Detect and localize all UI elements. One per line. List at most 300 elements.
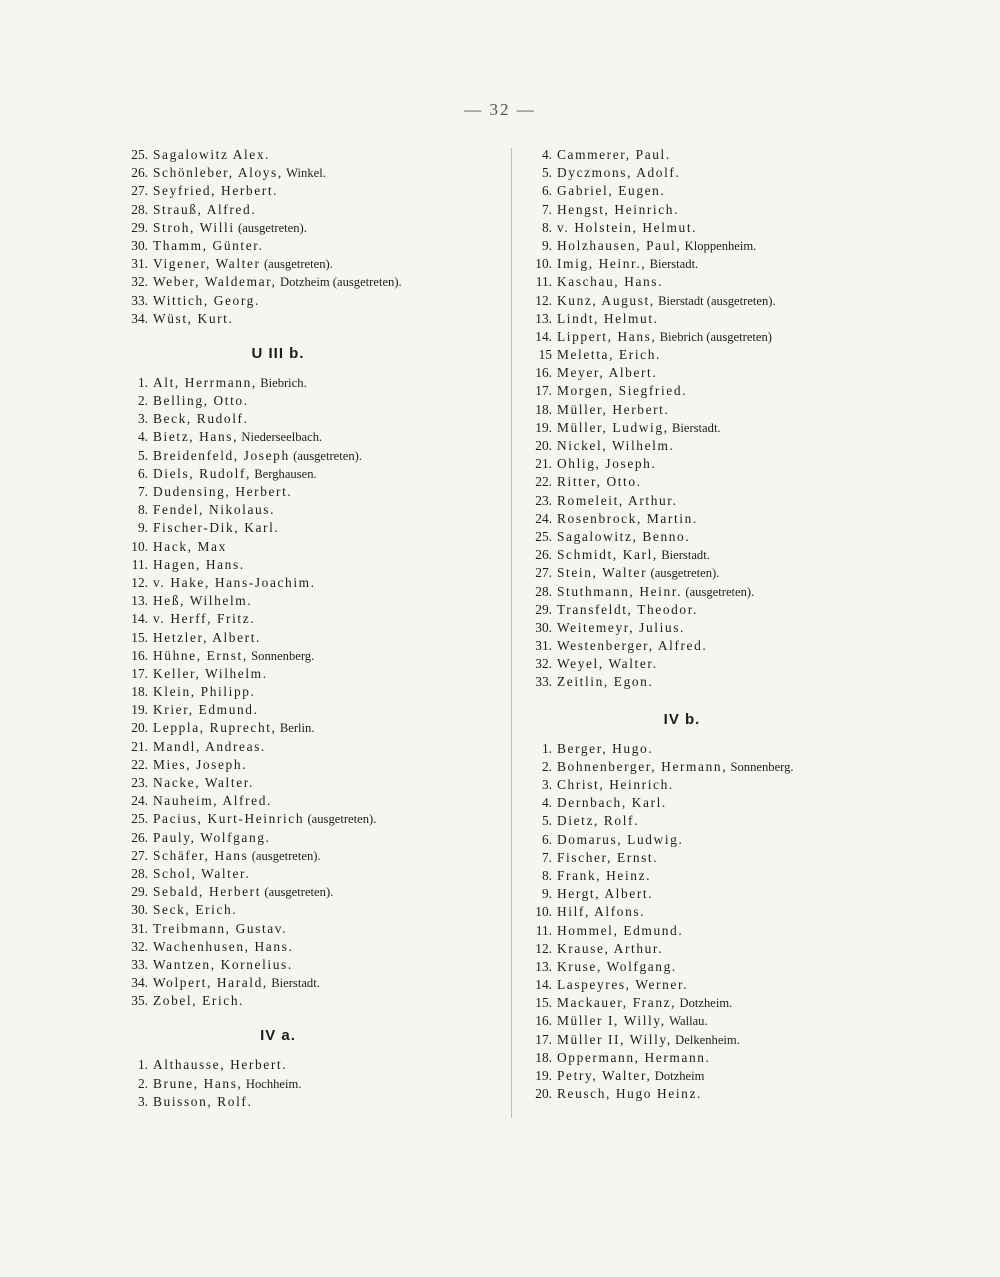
entry-number: 11. (535, 922, 552, 938)
list-item (108, 665, 503, 683)
entry-name: Frank, Heinz. (557, 867, 652, 883)
entry-number: 10. (535, 256, 552, 272)
entry-number: 11. (535, 274, 552, 290)
list-item (512, 673, 892, 691)
list-item (108, 1093, 503, 1111)
list-item (108, 410, 503, 428)
entry-name: Brune, Hans, (153, 1075, 243, 1091)
entry-number: 16. (131, 647, 148, 663)
entry-number: 14. (131, 611, 148, 627)
list-item (512, 994, 892, 1012)
list-item (512, 564, 892, 582)
entry-name: Domarus, Ludwig. (557, 831, 684, 847)
list-item (512, 1012, 892, 1030)
entry-name: Imig, Heinr., (557, 256, 647, 272)
list-item (512, 583, 892, 601)
entry-name: Bietz, Hans, (153, 429, 239, 445)
entry-number: 4. (541, 147, 552, 162)
entry-name: Weitemeyr, Julius. (557, 619, 685, 635)
list-item (108, 992, 503, 1010)
right-column (512, 146, 892, 1103)
entry-number: 22. (535, 474, 552, 490)
entry-number: 12. (535, 940, 552, 956)
entry-number: 32. (131, 938, 148, 954)
entry-name: Laspeyres, Werner. (557, 977, 689, 993)
entry-name: Bohnenberger, Hermann, (557, 758, 728, 774)
entry-name: Rosenbrock, Martin. (557, 510, 698, 526)
entry-number: 28. (131, 201, 148, 217)
entry-number: 19. (131, 702, 148, 718)
list-item (512, 958, 892, 976)
list-item (512, 1049, 892, 1067)
entry-name: Wüst, Kurt. (153, 310, 234, 326)
list-item (108, 592, 503, 610)
entry-name: Stroh, Willi (153, 219, 235, 235)
list-item (512, 528, 892, 546)
entry-number: 9. (541, 886, 552, 902)
list-iv-a-continued (512, 146, 892, 692)
entry-name: Mackauer, Franz, (557, 995, 677, 1011)
entry-number: 10. (131, 538, 148, 554)
heading-iv-b: IV b. (663, 710, 701, 728)
list-item (512, 328, 892, 346)
entry-note: (ausgetreten). (650, 566, 720, 581)
list-item (108, 974, 503, 992)
entry-name: Mies, Joseph. (153, 756, 248, 772)
list-item (108, 901, 503, 919)
list-item (108, 447, 503, 465)
list-item (512, 1067, 892, 1085)
entry-number: 2. (541, 758, 552, 774)
entry-number: 17. (131, 665, 148, 681)
list-item (512, 146, 892, 164)
list-iv-a (108, 1056, 503, 1111)
entry-name: Hilf, Alfons. (557, 904, 646, 920)
entry-note: (ausgetreten). (251, 848, 321, 863)
entry-name: Oppermann, Hermann. (557, 1049, 711, 1065)
list-item (108, 938, 503, 956)
entry-number: 19. (535, 1068, 552, 1083)
entry-name: Sagalowitz Alex. (153, 147, 271, 162)
entry-note: (ausgetreten). (238, 220, 307, 235)
list-item (512, 940, 892, 958)
list-item (512, 1085, 892, 1103)
entry-number: 7. (541, 201, 552, 217)
entry-name: Kruse, Wolfgang. (557, 958, 677, 974)
entry-name: Alt, Herrmann, (153, 374, 257, 390)
entry-name: Klein, Philipp. (153, 684, 256, 700)
list-item (108, 538, 503, 556)
entry-number: 4. (137, 429, 148, 445)
entry-name: Müller II, Willy, (557, 1031, 672, 1047)
entry-note: Bierstadt. (649, 257, 699, 272)
entry-number: 17. (535, 1031, 552, 1047)
entry-name: Romeleit, Arthur. (557, 492, 678, 508)
entry-note: (ausgetreten). (263, 257, 333, 272)
list-item (512, 510, 892, 528)
entry-number: 20. (535, 438, 552, 453)
list-item (512, 437, 892, 455)
entry-name: Schäfer, Hans (153, 847, 249, 863)
list-item (108, 201, 503, 219)
list-item (108, 146, 503, 164)
entry-note: Biebrich (ausgetreten) (659, 329, 772, 344)
list-item (108, 310, 503, 328)
entry-name: Schmidt, Karl, (557, 547, 658, 563)
entry-name: Hergt, Albert. (557, 886, 654, 902)
entry-number: 15 (538, 347, 552, 363)
list-item (512, 601, 892, 619)
entry-name: Dyczmons, Adolf. (557, 165, 681, 181)
entry-name: Thamm, Günter. (153, 237, 264, 253)
list-item (108, 701, 503, 719)
list-item (512, 346, 892, 364)
entry-name: Fischer-Dik, Karl. (153, 520, 280, 536)
entry-name: Dietz, Rolf. (557, 813, 640, 829)
entry-note: (ausgetreten). (685, 584, 755, 599)
list-item (108, 374, 503, 392)
list-item (108, 738, 503, 756)
entry-number: 16. (535, 1013, 552, 1029)
entry-name: Kunz, August, (557, 292, 655, 308)
entry-name: Fischer, Ernst. (557, 849, 659, 865)
entry-number: 24. (535, 510, 552, 526)
left-column (108, 146, 503, 1111)
list-item (512, 255, 892, 273)
entry-name: Westenberger, Alfred. (557, 638, 708, 654)
entry-name: Meyer, Albert. (557, 365, 658, 381)
list-item (512, 776, 892, 794)
list-item (108, 465, 503, 483)
list-item (108, 1056, 503, 1074)
entry-name: Vigener, Walter (153, 256, 261, 272)
list-item (512, 885, 892, 903)
entry-name: Nickel, Wilhelm. (557, 438, 675, 453)
entry-number: 13. (131, 593, 148, 609)
entry-number: 25. (535, 528, 552, 544)
list-item (512, 637, 892, 655)
list-item (512, 831, 892, 849)
entry-name: Müller, Ludwig, (557, 419, 669, 435)
entry-name: Krier, Edmund. (153, 702, 259, 718)
entry-number: 31. (535, 638, 552, 654)
list-item (108, 182, 503, 200)
entry-name: Nacke, Walter. (153, 775, 255, 790)
entry-name: Wantzen, Kornelius. (153, 956, 293, 972)
list-item (512, 273, 892, 291)
entry-number: 12. (131, 574, 148, 590)
entry-name: Weber, Waldemar, (153, 274, 277, 290)
entry-name: Hühne, Ernst, (153, 647, 248, 663)
entry-number: 14. (535, 977, 552, 993)
list-item (512, 237, 892, 255)
entry-number: 10. (535, 904, 552, 920)
entry-name: Dudensing, Herbert. (153, 484, 293, 499)
entry-name: Sagalowitz, Benno. (557, 528, 691, 544)
entry-note: Sonnenberg. (730, 759, 794, 774)
entry-number: 18. (131, 684, 148, 700)
entry-number: 3. (137, 411, 148, 427)
entry-name: Hommel, Edmund. (557, 922, 684, 938)
entry-name: Schol, Walter. (153, 865, 251, 881)
entry-number: 34. (131, 310, 148, 326)
list-item (512, 619, 892, 637)
entry-number: 3. (137, 1093, 148, 1109)
list-item (512, 758, 892, 776)
entry-number: 8. (137, 502, 148, 518)
entry-number: 25. (131, 811, 148, 827)
entry-number: 23. (131, 775, 148, 790)
entry-name: Ohlig, Joseph. (557, 456, 657, 472)
entry-number: 15. (535, 995, 552, 1011)
entry-note: Dotzheim. (679, 996, 733, 1011)
entry-number: 27. (131, 847, 148, 863)
entry-number: 23. (535, 492, 552, 508)
entry-name: Althausse, Herbert. (153, 1057, 288, 1073)
list-item (512, 473, 892, 491)
entry-name: Nauheim, Alfred. (153, 793, 272, 809)
entry-number: 29. (131, 219, 148, 235)
entry-name: Seyfried, Herbert. (153, 183, 279, 199)
list-item (108, 920, 503, 938)
entry-number: 1. (137, 1057, 148, 1073)
list-item (108, 865, 503, 883)
entry-name: Holzhausen, Paul, (557, 237, 682, 253)
entry-name: Transfeldt, Theodor. (557, 601, 698, 617)
entry-number: 2. (137, 1075, 148, 1091)
entry-number: 20. (131, 720, 148, 736)
entry-note: Kloppenheim. (684, 238, 757, 253)
entry-name: Pauly, Wolfgang. (153, 829, 271, 845)
entry-number: 9. (137, 520, 148, 536)
entry-name: v. Herff, Fritz. (153, 611, 256, 627)
entry-number: 18. (535, 1049, 552, 1065)
list-item (108, 574, 503, 592)
entry-number: 32. (535, 656, 552, 672)
entry-number: 1. (541, 740, 552, 756)
list-item (108, 273, 503, 291)
entry-number: 21. (535, 456, 552, 472)
list-item (512, 849, 892, 867)
entry-number: 30. (535, 619, 552, 635)
entry-number: 33. (131, 956, 148, 972)
list-item (512, 310, 892, 328)
list-item (512, 655, 892, 673)
list-item (512, 164, 892, 182)
list-item (512, 492, 892, 510)
list-item (108, 237, 503, 255)
entry-name: Pacius, Kurt-Heinrich (153, 811, 305, 827)
list-item (108, 219, 503, 237)
entry-name: Christ, Heinrich. (557, 777, 674, 792)
entry-number: 31. (131, 920, 148, 936)
entry-number: 5. (541, 813, 552, 829)
entry-name: Hengst, Heinrich. (557, 201, 680, 217)
entry-number: 31. (131, 256, 148, 272)
entry-number: 33. (131, 292, 148, 308)
entry-name: Stuthmann, Heinr. (557, 583, 683, 599)
entry-name: Gabriel, Eugen. (557, 183, 666, 199)
entry-number: 30. (131, 902, 148, 918)
list-item (108, 847, 503, 865)
entry-name: Stein, Walter (557, 565, 648, 581)
list-item (512, 1031, 892, 1049)
list-item (108, 556, 503, 574)
entry-note: (ausgetreten). (307, 812, 377, 827)
entry-number: 24. (131, 793, 148, 809)
list-item (512, 812, 892, 830)
entry-number: 19. (535, 419, 552, 435)
entry-note: Biebrich. (260, 375, 307, 390)
entry-name: Sebald, Herbert (153, 884, 262, 900)
entry-name: v. Hake, Hans-Joachim. (153, 574, 316, 590)
entry-name: Diels, Rudolf, (153, 465, 251, 481)
entry-number: 7. (137, 484, 148, 499)
entry-number: 6. (137, 465, 148, 481)
entry-name: Seck, Erich. (153, 902, 238, 918)
entry-number: 28. (535, 583, 552, 599)
entry-name: Fendel, Nikolaus. (153, 502, 276, 518)
list-item (512, 201, 892, 219)
entry-number: 16. (535, 365, 552, 381)
list-item (108, 719, 503, 737)
entry-note: Bierstadt. (271, 976, 320, 991)
entry-number: 30. (131, 237, 148, 253)
entry-number: 17. (535, 383, 552, 399)
list-item (512, 976, 892, 994)
entry-note: Hochheim. (245, 1076, 302, 1091)
entry-number: 22. (131, 756, 148, 772)
entry-name: Krause, Arthur. (557, 940, 664, 956)
list-item (512, 401, 892, 419)
list-iv-b (512, 740, 892, 1104)
page-number: — 32 — (464, 100, 536, 119)
entry-name: Hagen, Hans. (153, 556, 245, 572)
list-item (512, 364, 892, 382)
entry-name: Wolpert, Harald, (153, 975, 268, 991)
list-item (512, 219, 892, 237)
list-item (108, 392, 503, 410)
entry-name: Treibmann, Gustav. (153, 920, 288, 936)
entry-name: Kaschau, Hans. (557, 274, 664, 290)
entry-number: 8. (541, 219, 552, 235)
list-item (108, 610, 503, 628)
entry-note: Dotzheim (654, 1069, 705, 1083)
entry-note: Delkenheim. (675, 1032, 740, 1047)
list-item (108, 810, 503, 828)
entry-number: 27. (535, 565, 552, 581)
list-item (108, 883, 503, 901)
entry-name: Meletta, Erich. (557, 347, 661, 363)
entry-name: Breidenfeld, Joseph (153, 447, 290, 463)
entry-name: Zobel, Erich. (153, 993, 245, 1009)
entry-name: Hetzler, Albert. (153, 629, 261, 645)
list-item (512, 794, 892, 812)
list-item (512, 419, 892, 437)
entry-number: 33. (535, 674, 552, 690)
entry-number: 4. (541, 795, 552, 811)
entry-number: 25. (131, 147, 148, 162)
entry-note: (ausgetreten). (264, 885, 334, 900)
list-item (108, 164, 503, 182)
list-item (512, 546, 892, 564)
entry-name: Cammerer, Paul. (557, 147, 671, 162)
list-item (512, 382, 892, 400)
entry-number: 32. (131, 274, 148, 290)
list-item (108, 647, 503, 665)
entry-name: Keller, Wilhelm. (153, 665, 268, 681)
entry-number: 15. (131, 629, 148, 645)
entry-name: Schönleber, Aloys, (153, 165, 283, 181)
list-item (108, 483, 503, 501)
entry-number: 8. (541, 867, 552, 883)
entry-number: 12. (535, 292, 552, 308)
entry-note: Sonnenberg. (251, 648, 315, 663)
entry-name: Beck, Rudolf. (153, 411, 249, 427)
list-u-iii-b (108, 374, 503, 1011)
entry-note: Winkel. (286, 166, 326, 181)
entry-name: Reusch, Hugo Heinz. (557, 1086, 702, 1102)
list-item (108, 1075, 503, 1093)
entry-note: Niederseelbach. (241, 430, 323, 445)
entry-name: Wachenhusen, Hans. (153, 938, 294, 954)
list-item (108, 792, 503, 810)
list-item (512, 922, 892, 940)
heading-u-iii-b: U III b. (251, 344, 305, 362)
entry-name: Wittich, Georg. (153, 292, 260, 308)
entry-note: (ausgetreten). (293, 448, 363, 463)
entry-note: Dotzheim (ausgetreten). (279, 275, 402, 290)
entry-name: Leppla, Ruprecht, (153, 720, 277, 736)
list-item (512, 292, 892, 310)
entry-number: 2. (137, 393, 148, 409)
entry-number: 29. (535, 601, 552, 617)
entry-number: 26. (131, 829, 148, 845)
entry-note: Bierstadt. (661, 548, 710, 563)
entry-name: Heß, Wilhelm. (153, 593, 253, 609)
list-item (108, 829, 503, 847)
entry-number: 7. (541, 849, 552, 865)
list-item (108, 774, 503, 792)
entry-name: Berger, Hugo. (557, 740, 654, 756)
entry-note: Wallau. (669, 1014, 708, 1029)
list-item (108, 292, 503, 310)
list-item (108, 756, 503, 774)
entry-number: 5. (137, 447, 148, 463)
entry-number: 1. (137, 374, 148, 390)
list-item (108, 629, 503, 647)
list-item (512, 455, 892, 473)
list-item (108, 683, 503, 701)
entry-name: Buisson, Rolf. (153, 1093, 253, 1109)
list-item (108, 501, 503, 519)
entry-number: 27. (131, 183, 148, 199)
entry-number: 3. (541, 777, 552, 792)
heading-iv-a: IV a. (260, 1027, 296, 1045)
entry-number: 6. (541, 831, 552, 847)
list-item (108, 255, 503, 273)
entry-number: 6. (541, 183, 552, 199)
entry-name: Lindt, Helmut. (557, 310, 659, 326)
entry-number: 26. (535, 547, 552, 563)
entry-note: Bierstadt (ausgetreten). (658, 293, 776, 308)
entry-number: 13. (535, 958, 552, 974)
entry-note: Bierstadt. (671, 420, 721, 435)
entry-name: Zeitlin, Egon. (557, 674, 654, 690)
entry-name: Lippert, Hans, (557, 328, 657, 344)
entry-name: Ritter, Otto. (557, 474, 642, 490)
entry-name: Müller, Herbert. (557, 401, 670, 417)
